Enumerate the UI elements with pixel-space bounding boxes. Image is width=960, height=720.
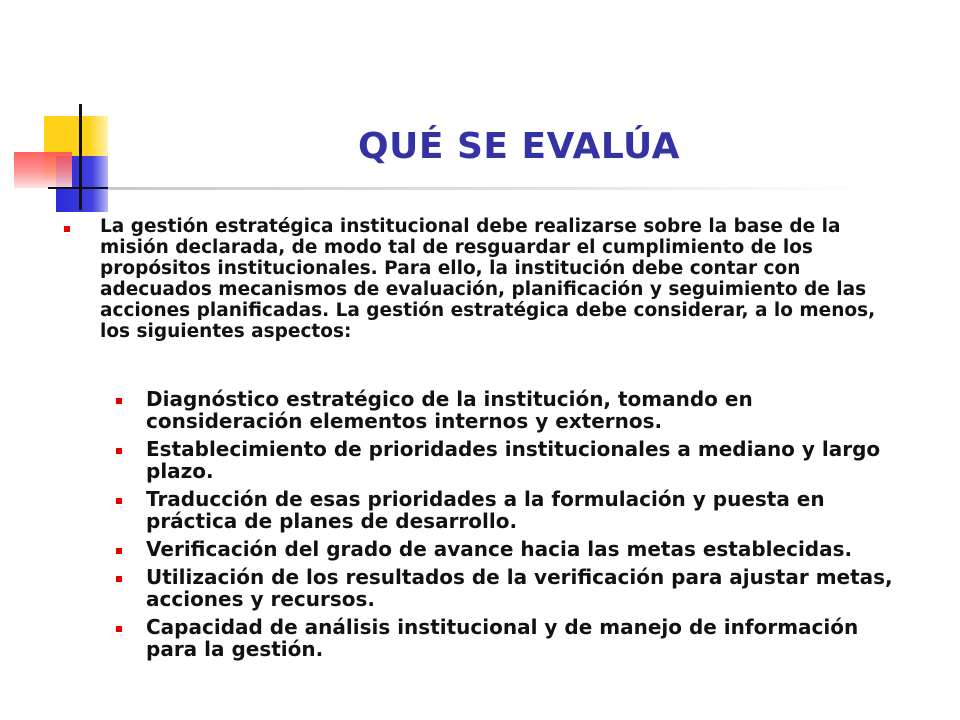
title-underline — [108, 187, 868, 190]
sub-bullet-text: Establecimiento de prioridades institucionales a mediano y largo plazo. — [146, 437, 881, 483]
sub-bullet-text: Capacidad de análisis institucional y de manejo de información para la gestión. — [146, 615, 859, 661]
slide-title: QUÉ SE EVALÚA — [358, 126, 681, 167]
square-bullet-icon — [116, 548, 122, 554]
sub-bullet-list — [114, 388, 914, 666]
sub-bullet-text: Verificación del grado de avance hacia las metas establecidas. — [146, 537, 853, 561]
list-item — [114, 616, 914, 660]
square-bullet-icon — [116, 626, 122, 632]
sub-bullet-text: Traducción de esas prioridades a la formulación y puesta en práctica de planes de desarrollo. — [146, 487, 825, 533]
sub-bullet-text: Diagnóstico estratégico de la institución, tomando en consideración elementos internos y externos. — [146, 387, 753, 433]
square-bullet-icon — [116, 576, 122, 582]
red-square-icon — [14, 152, 72, 188]
sub-bullet-text: Utilización de los resultados de la verificación para ajustar metas, acciones y recursos. — [146, 565, 893, 611]
list-item — [114, 538, 914, 560]
list-item — [114, 438, 914, 482]
vertical-line-icon — [79, 104, 82, 210]
square-bullet-icon — [64, 226, 70, 232]
list-item — [114, 488, 914, 532]
square-bullet-icon — [116, 448, 122, 454]
square-bullet-icon — [116, 498, 122, 504]
square-bullet-icon — [116, 398, 122, 404]
main-bullet-item — [60, 216, 900, 342]
main-bullet-text: La gestión estratégica institucional debe realizarse sobre la base de la misión declarada, de modo tal de resguardar el cumplimiento de los propósitos institucionales. Para ello, la institución debe contar con adecuados mecanismos de evaluación, planificación y seguimiento de las acciones planificadas. La gestión estratégica debe considerar, a lo menos, los siguientes aspectos: — [100, 216, 876, 342]
list-item — [114, 388, 914, 432]
list-item — [114, 566, 914, 610]
